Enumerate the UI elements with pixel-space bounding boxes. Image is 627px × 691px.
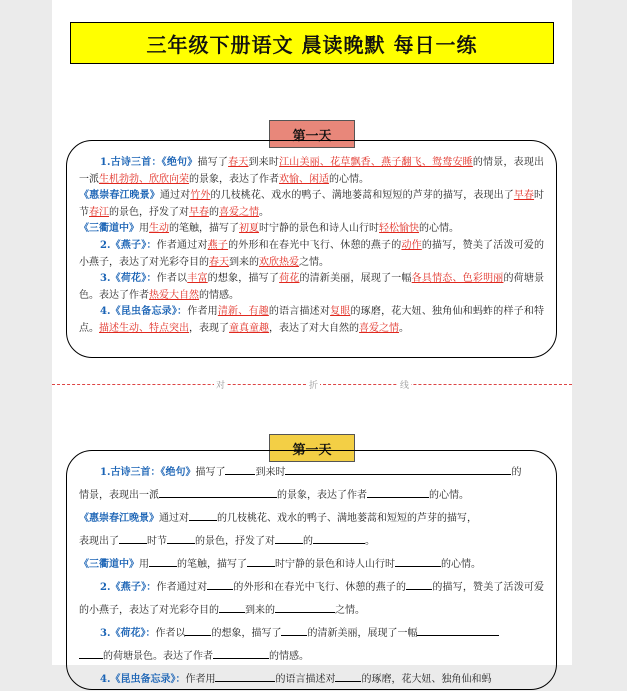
poem-huichong-answer: 《惠崇春江晚景》通过对竹外的几枝桃花、戏水的鸭子、满地蒌蒿和短短的芦芽的描写，表现出了早春时节春江的景色，抒发了对早春的喜爱之情。 bbox=[79, 190, 545, 218]
day-label: 第一天 bbox=[269, 434, 355, 462]
poem-jueju-answer: 1.古诗三首：《绝句》描写了春天到来时江山美丽、花草飘香、燕子翻飞、鸳鸯安睡的情景，表现出一派生机勃勃、欣欣向荣的景象，表达了作者欢愉、闲适的心情。 bbox=[79, 157, 545, 185]
answer-blank[interactable] bbox=[167, 531, 195, 544]
answer-blank[interactable] bbox=[185, 623, 211, 636]
answer-blank[interactable] bbox=[213, 646, 269, 659]
answer-blank[interactable] bbox=[335, 669, 361, 682]
answer-blank[interactable] bbox=[281, 623, 307, 636]
answer-blank[interactable] bbox=[119, 531, 147, 544]
fold-label: 折 bbox=[307, 378, 320, 391]
answer-blank[interactable] bbox=[189, 508, 217, 521]
answer-blank[interactable] bbox=[149, 554, 177, 567]
fill-in-box bbox=[66, 450, 557, 690]
answer-blank[interactable] bbox=[367, 485, 429, 498]
answer-blank[interactable] bbox=[285, 462, 511, 475]
page-title: 三年级下册语文 晨读晚默 每日一练 bbox=[70, 22, 554, 64]
answer-blank[interactable] bbox=[417, 623, 499, 636]
day-label: 第一天 bbox=[269, 120, 355, 148]
worksheet-page bbox=[52, 0, 572, 685]
answer-blank[interactable] bbox=[207, 577, 233, 590]
lesson-lotus-exercise: 3.《荷花》：作者以 的想象，描写了 的清新美丽，展现了一幅 的荷塘景色。表达了作者 的情感。 bbox=[79, 622, 544, 668]
poem-huichong-exercise: 《惠崇春江晚景》通过对 的几枝桃花、戏水的鸭子、满地蒌蒿和短短的芦芽的描写， 表现出了 时节 的景色，抒发了对 的 。 bbox=[79, 507, 544, 553]
answer-blank[interactable] bbox=[406, 577, 432, 590]
lesson-swallow-answer: 2.《燕子》：作者通过对燕子的外形和在春光中飞行、休憩的燕子的动作的描写，赞美了活泼可爱的小燕子，表达了对光彩夺目的春天到来的欢欣热爱之情。 bbox=[79, 239, 545, 268]
answer-box bbox=[66, 140, 557, 358]
answer-blank[interactable] bbox=[79, 646, 103, 659]
lesson-lotus-answer: 3.《荷花》：作者以丰富的想象，描写了荷花的清新美丽，展现了一幅各具情态、色彩明丽的荷塘景色。表达了作者热爱大自然的情感。 bbox=[79, 273, 545, 301]
answer-blank[interactable] bbox=[275, 531, 303, 544]
lesson-insect-exercise: 4.《昆虫备忘录》：作者用 的语言描述对 的琢磨，花大妞、独角仙和蚂 bbox=[79, 668, 544, 691]
poem-sanqu-exercise: 《三衢道中》用 的笔触，描写了 时宁静的景色和诗人山行时 的心情。 bbox=[79, 553, 544, 576]
answer-blank[interactable] bbox=[225, 462, 255, 475]
fold-label: 对 bbox=[214, 378, 227, 391]
poem-sanqu-answer: 《三衢道中》用生动的笔触，描写了初夏时宁静的景色和诗人山行时轻松愉快的心情。 bbox=[79, 223, 459, 235]
answer-blank[interactable] bbox=[395, 554, 441, 567]
answer-blank[interactable] bbox=[275, 600, 335, 613]
lesson-swallow-exercise: 2.《燕子》：作者通过对 的外形和在春光中飞行、休憩的燕子的 的描写，赞美了活泼可爱的小燕子，表达了对光彩夺目的 到来的 之情。 bbox=[79, 576, 544, 622]
answer-blank[interactable] bbox=[247, 554, 275, 567]
answer-blank[interactable] bbox=[159, 485, 277, 498]
answer-blank[interactable] bbox=[215, 669, 275, 682]
fold-label: 线 bbox=[398, 378, 411, 391]
answer-blank[interactable] bbox=[219, 600, 245, 613]
answer-blank[interactable] bbox=[313, 531, 365, 544]
poem-jueju-exercise: 1.古诗三首：《绝句》描写了 到来时 的 情景，表现出一派 的景象，表达了作者 的心情。 bbox=[79, 461, 544, 507]
lesson-insect-answer: 4.《昆虫备忘录》：作者用清新、有趣的语言描述对复眼的琢磨，花大妞、独角仙和蚂蚱的样子和特点。描述生动、特点突出，表现了童真童趣，表达了对大自然的喜爱之情。 bbox=[79, 306, 545, 334]
